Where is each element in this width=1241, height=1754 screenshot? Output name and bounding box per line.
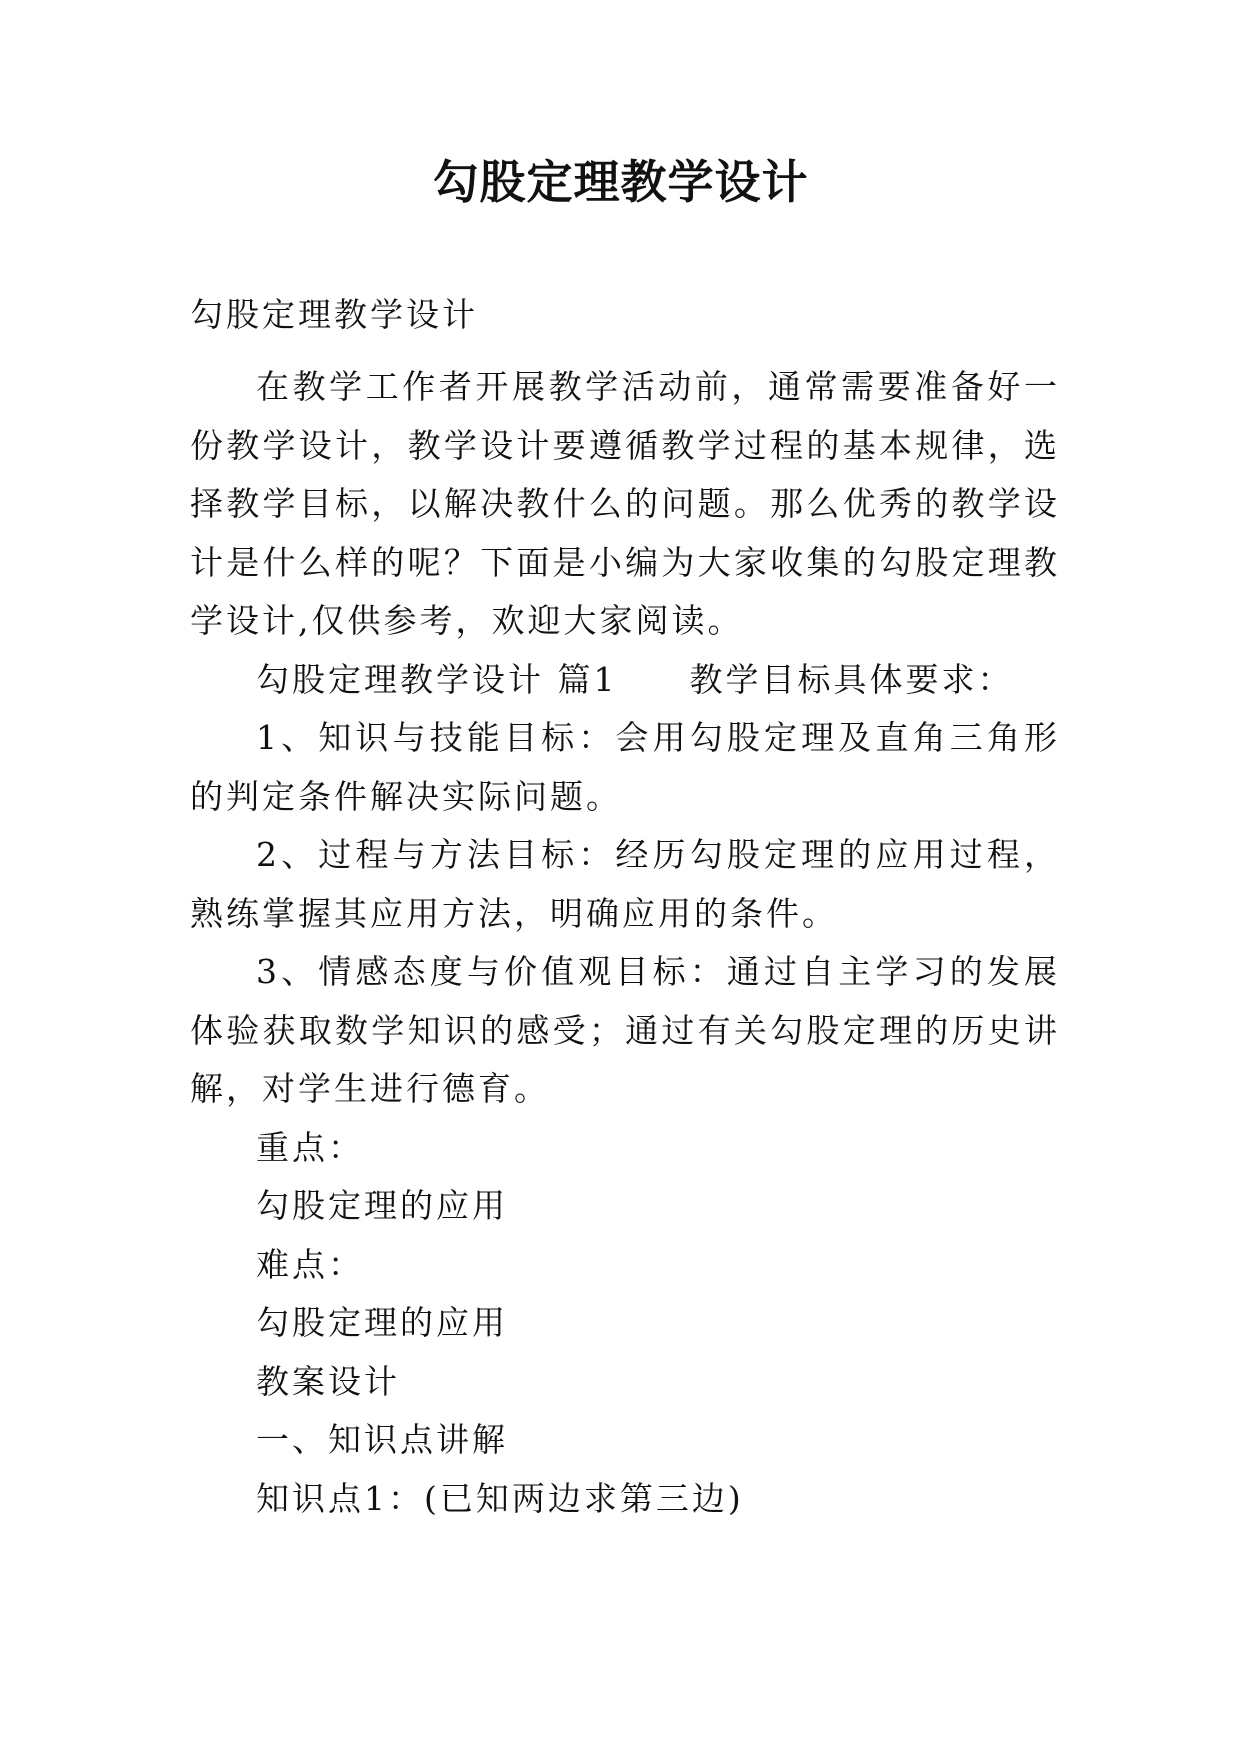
line-difficulty-label: 难点：	[256, 1244, 364, 1284]
paragraph-section-header: 勾股定理教学设计 篇1 教学目标具体要求：	[256, 659, 1014, 699]
line-knowledge-point-1: 知识点1：(已知两边求第三边)	[256, 1478, 744, 1518]
paragraph-objective-2: 2、过程与方法目标：经历勾股定理的应用过程，熟练掌握其应用方法，明确应用的条件。	[190, 835, 1060, 933]
paragraph-objective-3: 3、情感态度与价值观目标：通过自主学习的发展体验获取数学知识的感受；通过有关勾股定理的历史讲解，对学生进行德育。	[190, 952, 1060, 1108]
document-title: 勾股定理教学设计	[432, 155, 809, 209]
paragraph-objective-1: 1、知识与技能目标：会用勾股定理及直角三角形的判定条件解决实际问题。	[190, 718, 1060, 816]
line-key-point-label: 重点：	[256, 1127, 364, 1167]
document-body	[190, 358, 1060, 1528]
document-subtitle: 勾股定理教学设计	[190, 295, 478, 334]
line-section-one: 一、知识点讲解	[256, 1420, 508, 1459]
line-difficulty: 勾股定理的应用	[256, 1303, 508, 1342]
line-lesson-plan: 教案设计	[256, 1361, 400, 1401]
line-key-point: 勾股定理的应用	[256, 1186, 508, 1225]
paragraph-intro: 在教学工作者开展教学活动前，通常需要准备好一份教学设计，教学设计要遵循教学过程的基本规律，选择教学目标，以解决教什么的问题。那么优秀的教学设计是什么样的呢？下面是小编为大家收集的勾股定理教学设计,仅供参考，欢迎大家阅读。	[190, 367, 1060, 640]
